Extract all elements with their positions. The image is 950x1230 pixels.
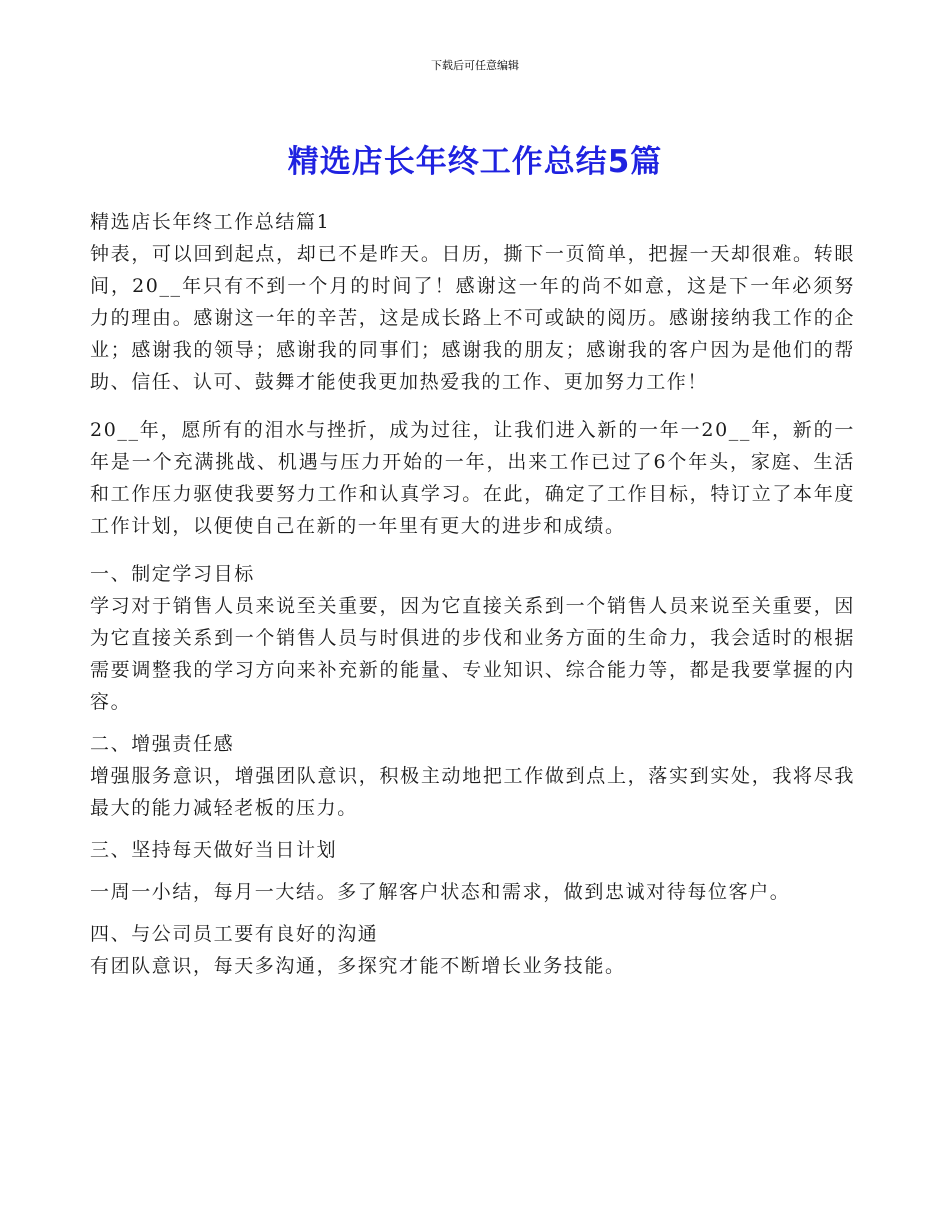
paragraph-daily-plan: 一周一小结，每月一大结。多了解客户状态和需求，做到忠诚对待每位客户。 — [90, 881, 791, 903]
header-note: 下载后可任意编辑 — [431, 59, 519, 72]
heading-daily-plan: 三、坚持每天做好当日计划 — [90, 839, 338, 861]
paragraph-responsibility: 增强服务意识，增强团队意识，积极主动地把工作做到点上，落实到实处，我将尽我最大的能力减轻老板的压力。 — [90, 765, 855, 819]
heading-learning-goals: 一、制定学习目标 — [90, 563, 255, 585]
second-paragraph: 20__年，愿所有的泪水与挫折，成为过往，让我们进入新的一年一20__年，新的一年是一个充满挑战、机遇与压力开始的一年，出来工作已过了6个年头，家庭、生活和工作压力驱使我要努力工作和认真学习。在此，确定了工作目标，特订立了本年度工作计划，以便使自己在新的一年里有更大的进步和成绩。 — [90, 419, 855, 537]
heading-responsibility: 二、增强责任感 — [90, 733, 235, 755]
document-body — [90, 206, 855, 982]
paragraph-learning-goals: 学习对于销售人员来说至关重要，因为它直接关系到一个销售人员来说至关重要，因为它直接关系到一个销售人员与时俱进的步伐和业务方面的生命力，我会适时的根据需要调整我的学习方向来补充新的能量、专业知识、综合能力等，都是我要掌握的内容。 — [90, 595, 855, 713]
intro-paragraph: 钟表，可以回到起点，却已不是昨天。日历，撕下一页简单，把握一天却很难。转眼间，20__年只有不到一个月的时间了！感谢这一年的尚不如意，这是下一年必须努力的理由。感谢这一年的辛苦，这是成长路上不可或缺的阅历。感谢接纳我工作的企业；感谢我的领导；感谢我的同事们；感谢我的朋友；感谢我的客户因为是他们的帮助、信任、认可、鼓舞才能使我更加热爱我的工作、更加努力工作！ — [90, 243, 855, 393]
section-subtitle: 精选店长年终工作总结篇1 — [90, 211, 331, 233]
document-title: 精选店长年终工作总结5篇 — [287, 144, 663, 180]
heading-communication: 四、与公司员工要有良好的沟通 — [90, 923, 379, 945]
paragraph-communication: 有团队意识，每天多沟通，多探究才能不断增长业务技能。 — [90, 955, 626, 977]
